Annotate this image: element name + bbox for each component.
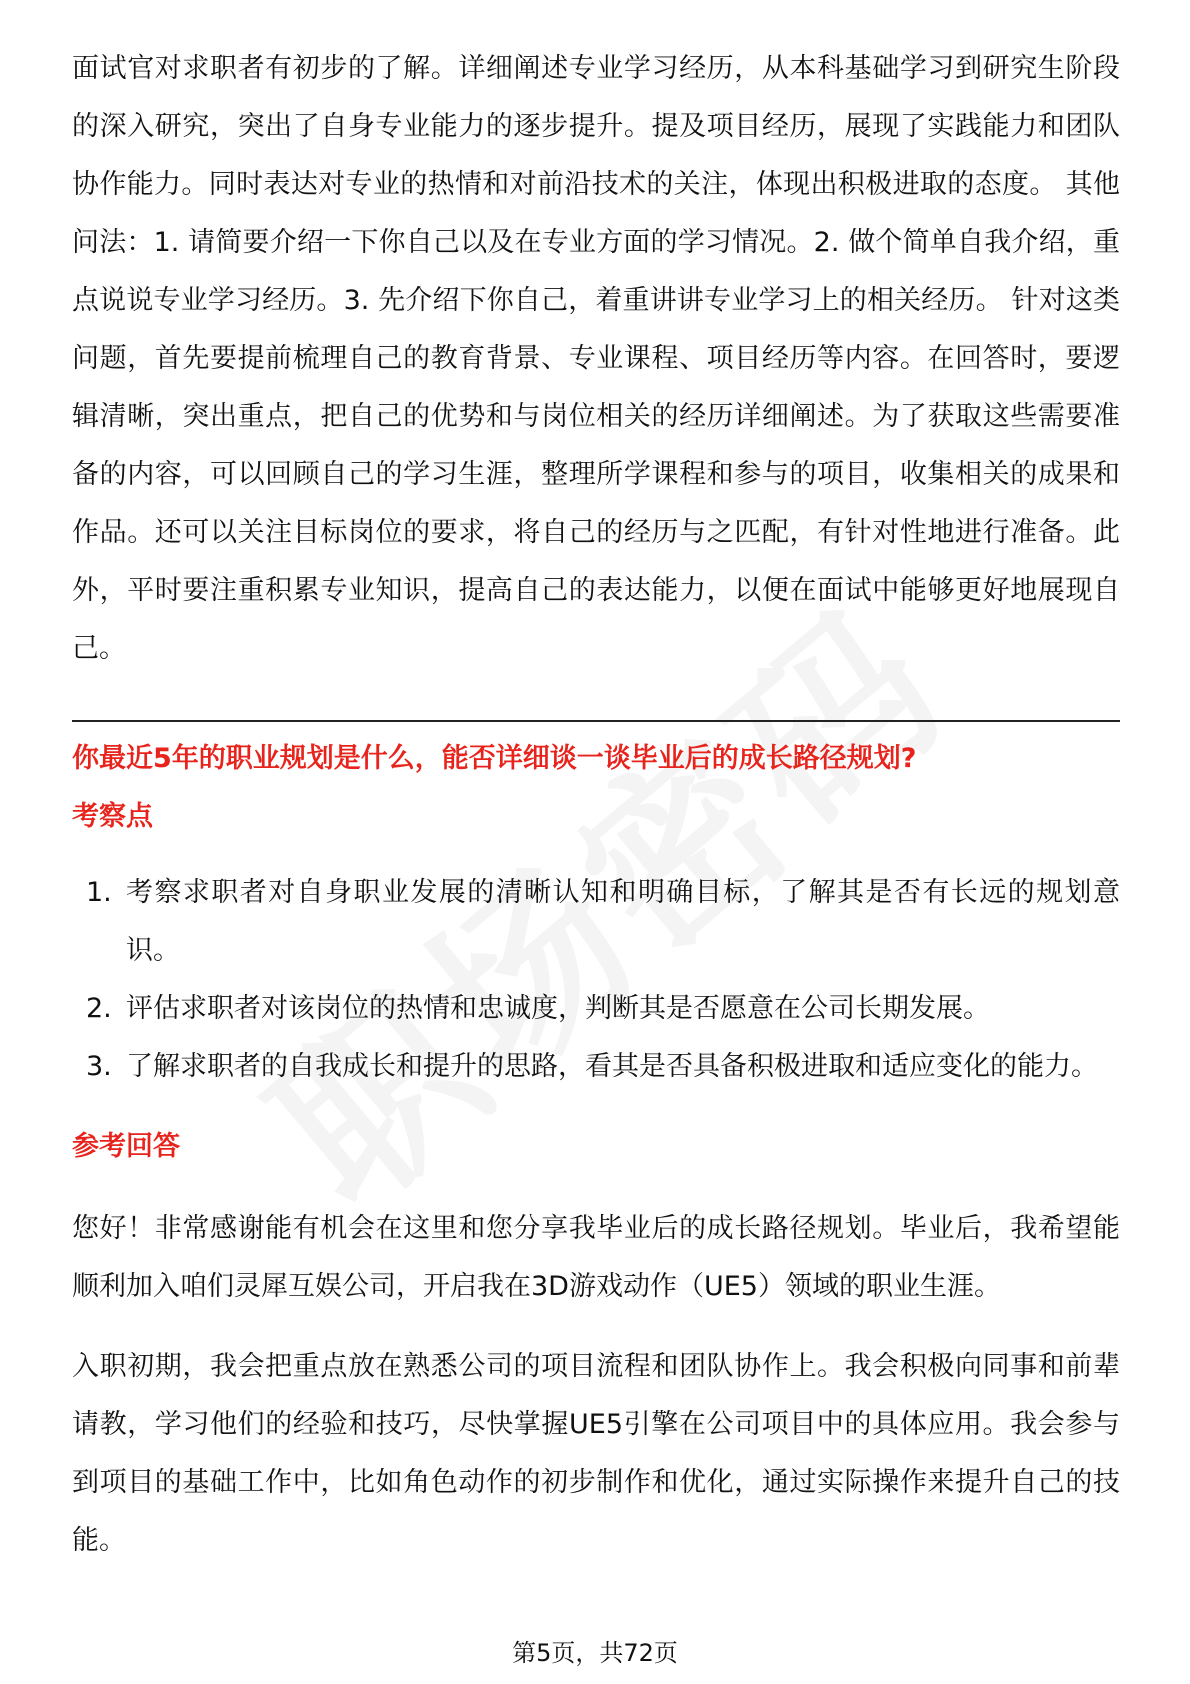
focus-point-number: 3. (86, 1051, 112, 1082)
focus-point-number: 1. (86, 877, 112, 908)
document-page (72, 40, 1120, 1570)
focus-point-text: 考察求职者对自身职业发展的清晰认知和明确目标，了解其是否有长远的规划意识。 (126, 877, 1120, 966)
answer-heading: 参考回答 (72, 1131, 180, 1162)
intro-paragraph: 面试官对求职者有初步的了解。详细阐述专业学习经历，从本科基础学习到研究生阶段的深入研究，突出了自身专业能力的逐步提升。提及项目经历，展现了实践能力和团队协作能力。同时表达对专业的热情和对前沿技术的关注，体现出积极进取的态度。 其他问法：1. 请简要介绍一下你自己以及在专业方面的学习情况。2. 做个简单自我介绍，重点说说专业学习经历。3. 先介绍下你自己，着重讲讲专业学习上的相关经历。 针对这类问题，首先要提前梳理自己的教育背景、专业课程、项目经历等内容。在回答时，要逻辑清晰，突出重点，把自己的优势和与岗位相关的经历详细阐述。为了获取这些需要准备的内容，可以回顾自己的学习生涯，整理所学课程和参与的项目，收集相关的成果和作品。还可以关注目标岗位的要求，将自己的经历与之匹配，有针对性地进行准备。此外，平时要注重积累专业知识，提高自己的表达能力，以便在面试中能够更好地展现自己。 (72, 53, 1120, 664)
focus-point (72, 1038, 1120, 1096)
focus-points-list (72, 864, 1120, 1096)
focus-heading: 考察点 (72, 801, 153, 832)
focus-point (72, 864, 1120, 980)
section-divider (72, 720, 1120, 722)
focus-point-number: 2. (86, 993, 112, 1024)
focus-point-text: 评估求职者对该岗位的热情和忠诚度，判断其是否愿意在公司长期发展。 (126, 993, 990, 1024)
page-footer: 第5页，共72页 (512, 1639, 678, 1667)
question-title: 你最近5年的职业规划是什么，能否详细谈一谈毕业后的成长路径规划? (72, 743, 917, 774)
answer-paragraph: 入职初期，我会把重点放在熟悉公司的项目流程和团队协作上。我会积极向同事和前辈请教，学习他们的经验和技巧，尽快掌握UE5引擎在公司项目中的具体应用。我会参与到项目的基础工作中，比如角色动作的初步制作和优化，通过实际操作来提升自己的技能。 (72, 1351, 1120, 1556)
focus-point-text: 了解求职者的自我成长和提升的思路，看其是否具备积极进取和适应变化的能力。 (126, 1051, 1098, 1082)
answer-paragraph: 您好！非常感谢能有机会在这里和您分享我毕业后的成长路径规划。毕业后，我希望能顺利加入咱们灵犀互娱公司，开启我在3D游戏动作（UE5）领域的职业生涯。 (72, 1213, 1120, 1302)
focus-point (72, 980, 1120, 1038)
